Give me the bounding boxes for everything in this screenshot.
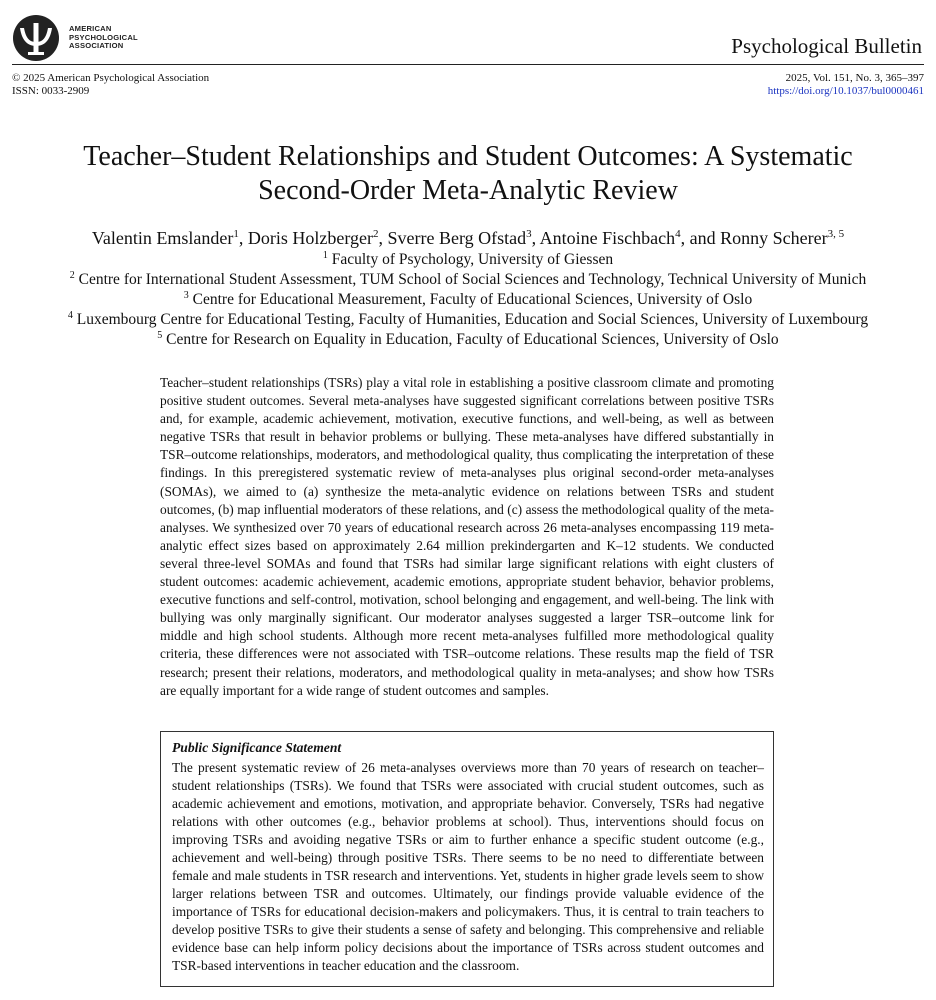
page-header [12, 10, 924, 66]
author-name[interactable]: Valentin Emslander [91, 228, 234, 248]
affiliation-text: Luxembourg Centre for Educational Testing, Faculty of Humanities, Education and Social Sciences, University of Luxembourg [76, 311, 869, 328]
title-line-1: Teacher–Student Relationships and Student Outcomes: A Systematic [83, 141, 853, 172]
author-affiliation-sup: 4 [675, 228, 681, 240]
citation-line: 2025, Vol. 151, No. 3, 365–397 [785, 72, 924, 84]
affiliation-2 [0, 271, 936, 289]
publisher-line: AMERICAN [69, 24, 112, 34]
affiliation-text: Centre for Research on Equality in Education, Faculty of Educational Sciences, University of Oslo [166, 331, 779, 348]
affiliation-text: Centre for International Student Assessment, TUM School of Social Sciences and Technology, Technical University of Munich [78, 271, 867, 288]
author-affiliation-sup: 3, 5 [827, 228, 845, 240]
author-name[interactable]: Sverre Berg Ofstad [387, 228, 527, 248]
author-name[interactable]: Ronny Scherer [720, 228, 828, 248]
public-significance-text: The present systematic review of 26 meta-analyses overviews more than 70 years of research on teacher–student relationships (TSRs). We found that TSRs were associated with crucial student outcomes, such as academic achievement and emotions, motivation, and appropriate behavior. Conversely, TSRs had negative relations with other outcomes (e.g., behavior problems at school). Thus, interventions should focus on improving TSRs and avoiding negative TSRs or aim to further enhance a specific student outcome (e.g., achievement and well-being) through positive TSRs. There seems to be no need to differentiate between female and male students in TSR research and interventions. Yet, students in higher grade levels seem to show larger relations between TSR and outcomes. Ultimately, our findings provide valuable evidence of the importance of TSRs for educational decision-makers and policymakers. Thus, it is central to train teachers to develop positive TSRs to give their students a sense of safety and belonging. This comprehensive and reliable evidence base can help inform policy decisions about the importance of TSRs across student outcomes and TSR-based interventions in teacher education and the classroom. [172, 760, 764, 973]
issn-line: ISSN: 0033-2909 [12, 84, 90, 97]
publisher-line: ASSOCIATION [69, 41, 124, 51]
title-line-2: Second-Order Meta-Analytic Review [258, 175, 678, 206]
author-separator: , and [680, 228, 721, 248]
author-separator: , [378, 228, 388, 248]
affiliation-1 [0, 251, 936, 269]
author-separator: , [531, 228, 540, 248]
affiliation-number: 1 [322, 250, 328, 261]
citation-block [768, 72, 924, 97]
affiliation-3 [0, 291, 936, 309]
author-name[interactable]: Antoine Fischbach [539, 228, 676, 248]
journal-name: Psychological Bulletin [731, 34, 922, 58]
author-name[interactable]: Doris Holzberger [247, 228, 373, 248]
affiliation-text: Faculty of Psychology, University of Giessen [331, 251, 614, 268]
public-significance-heading: Public Significance Statement [172, 740, 342, 755]
affiliation-4 [0, 311, 936, 329]
author-separator: , [238, 228, 248, 248]
affiliation-text: Centre for Educational Measurement, Faculty of Educational Sciences, University of Oslo [192, 291, 753, 308]
publisher-name [69, 25, 138, 51]
affiliation-number: 4 [67, 310, 73, 321]
copyright-block [12, 72, 209, 97]
abstract: Teacher–student relationships (TSRs) play a vital role in establishing a positive classroom climate and promoting positive student outcomes. Several meta-analyses have suggested significant correlations between positive TSRs and, for example, academic achievement, motivation, executive functions, and well-being, as well as between negative TSRs that result in behavior problems or bullying. These meta-analyses have differed substantially in TSR–outcome relationships, moderators, and methodological quality, thus complicating the interpretation of these findings. In this preregistered systematic review of meta-analyses plus original second-order meta-analyses (SOMAs), we aimed to (a) synthesize the meta-analytic evidence on relations between TSRs and student outcomes, (b) map influential moderators of these relations, and (c) assess the methodological quality of the meta-analyses. We synthesized over 70 years of educational research across 26 meta-analyses encompassing 119 meta-analytic effect sizes based on approximately 2.64 million prekindergarten and K–12 students. We conducted several three-level SOMAs and found that TSRs had similar large significant relations with eight clusters of student outcomes: academic achievement, academic emotions, appropriate student behavior, behavior problems, executive functions and self-control, motivation, school belonging and engagement, and well-being. The link with bullying was only marginally significant. Our moderator analyses suggested a larger TSR–outcome link for middle and high school students. Although more recent meta-analyses fulfilled more methodological quality criteria, these differences were not associated with TSR–outcome relations. These results map the field of TSR research; present their relations, moderators, and methodological quality in meta-analyses; and show how TSRs are equally important for a wide range of student outcomes and samples. [160, 375, 774, 698]
author-list [0, 228, 936, 248]
author-affiliation-sup: 3 [526, 228, 532, 240]
affiliation-number: 2 [69, 270, 75, 281]
publisher-line: PSYCHOLOGICAL [69, 32, 138, 42]
author-affiliation-sup: 2 [372, 228, 379, 240]
affiliation-5 [0, 331, 936, 349]
author-affiliation-sup: 1 [233, 228, 239, 240]
affiliation-number: 3 [183, 290, 189, 301]
header-rule [12, 64, 924, 65]
public-significance-box [160, 731, 774, 987]
copyright-line: © 2025 American Psychological Association [12, 72, 210, 84]
affiliation-number: 5 [157, 330, 163, 341]
doi-link[interactable]: https://doi.org/10.1037/bul0000461 [767, 84, 924, 97]
article-title [0, 140, 936, 208]
publisher-logo [12, 14, 138, 62]
apa-psi-logo-icon [12, 14, 60, 62]
